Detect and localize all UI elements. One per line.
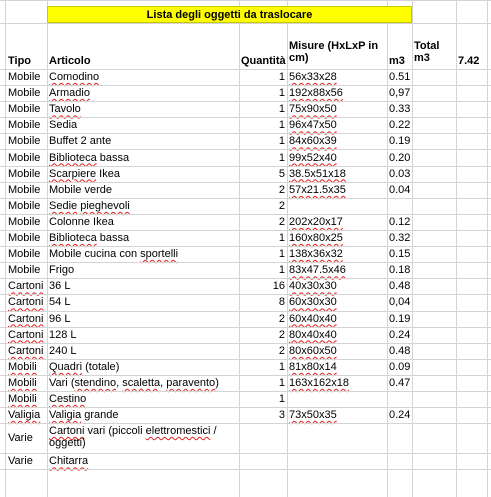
cell-articolo[interactable]: Colonne Ikea	[49, 215, 114, 228]
cell-misure[interactable]: 99x52x40	[289, 151, 337, 164]
cell-tipo[interactable]: Mobile	[8, 135, 41, 148]
grid-line	[0, 343, 491, 344]
cell-m3[interactable]: 0.51	[389, 71, 411, 84]
cell-tipo[interactable]: Mobile	[8, 199, 41, 212]
cell-misure[interactable]: 73x50x35	[289, 409, 337, 422]
cell-m3[interactable]: 0.33	[389, 103, 411, 116]
cell-quantita[interactable]: 2	[278, 199, 285, 212]
cell-misure[interactable]: 60x40x40	[289, 312, 337, 325]
header-articolo[interactable]: Articolo	[49, 55, 91, 67]
cell-m3[interactable]: 0.12	[389, 215, 411, 228]
grid-line	[0, 423, 491, 424]
grid-line	[0, 294, 491, 295]
cell-tipo[interactable]: Mobile	[8, 103, 41, 116]
cell-quantita[interactable]: 2	[278, 183, 285, 196]
header-tipo[interactable]: Tipo	[8, 55, 32, 67]
cell-misure[interactable]: 84x60x39	[289, 135, 337, 148]
grid-line	[0, 23, 491, 24]
header-quantita[interactable]: Quantità	[241, 55, 286, 67]
header-misure[interactable]: Misure (HxLxP in cm)	[289, 40, 379, 64]
cell-tipo[interactable]: Mobile	[8, 264, 41, 277]
cell-m3[interactable]: 0.47	[389, 376, 411, 389]
cell-m3[interactable]: 0.20	[389, 151, 411, 164]
cell-articolo[interactable]: Buffet 2 ante	[49, 135, 112, 148]
cell-tipo[interactable]: Cartoni	[8, 280, 44, 293]
grid-line	[0, 198, 491, 199]
cell-m3[interactable]: 0.18	[389, 264, 411, 277]
cell-tipo[interactable]: Mobile	[8, 151, 41, 164]
grid-line	[0, 166, 491, 167]
cell-articolo[interactable]: Frigo	[49, 264, 75, 277]
cell-quantita[interactable]: 2	[278, 328, 285, 341]
cell-quantita[interactable]: 1	[278, 151, 285, 164]
cell-m3[interactable]: 0,97	[389, 87, 411, 100]
cell-quantita[interactable]: 16	[272, 280, 285, 293]
grid-line	[0, 391, 491, 392]
cell-tipo[interactable]: Mobili	[8, 376, 37, 389]
cell-articolo[interactable]: Vari (stendino, scaletta, paravento)	[49, 376, 219, 389]
cell-tipo[interactable]: Mobile	[8, 119, 41, 132]
grid-line	[0, 117, 491, 118]
cell-m3[interactable]: 0,04	[389, 296, 411, 309]
cell-m3[interactable]: 0.09	[389, 360, 411, 373]
grid-line	[0, 230, 491, 231]
grid-line	[0, 453, 491, 454]
cell-articolo[interactable]: 36 L	[49, 280, 71, 293]
cell-tipo[interactable]: Varie	[8, 455, 33, 468]
cell-quantita[interactable]: 8	[278, 296, 285, 309]
cell-articolo[interactable]: Comodino	[49, 71, 100, 84]
cell-m3[interactable]: 0.15	[389, 248, 411, 261]
cell-articolo[interactable]: Armadio	[49, 87, 90, 100]
cell-articolo[interactable]: 240 L	[49, 344, 77, 357]
cell-misure[interactable]: 160x80x25	[289, 232, 343, 245]
cell-quantita[interactable]: 1	[278, 376, 285, 389]
cell-articolo[interactable]: 128 L	[49, 328, 77, 341]
cell-tipo[interactable]: Mobile	[8, 71, 41, 84]
cell-tipo[interactable]: Mobile	[8, 183, 41, 196]
header-total-m3[interactable]: Total m3	[414, 40, 440, 64]
cell-misure[interactable]: 60x30x30	[289, 296, 337, 309]
cell-m3[interactable]: 0.48	[389, 280, 411, 293]
grid-line	[0, 311, 491, 312]
cell-articolo[interactable]: Tavolo	[49, 103, 81, 116]
cell-articolo[interactable]: Scarpiere Ikea	[49, 167, 120, 180]
cell-quantita[interactable]: 1	[278, 119, 285, 132]
cell-m3[interactable]: 0.19	[389, 135, 411, 148]
cell-tipo[interactable]: Mobile	[8, 87, 41, 100]
grid-line	[0, 85, 491, 86]
cell-quantita[interactable]: 2	[278, 344, 285, 357]
cell-misure[interactable]: 75x90x50	[289, 103, 337, 116]
cell-quantita[interactable]: 1	[278, 264, 285, 277]
cell-quantita[interactable]: 1	[278, 248, 285, 261]
cell-misure[interactable]: 81x80x14	[289, 360, 337, 373]
grid-line	[0, 101, 491, 102]
grid-line	[0, 407, 491, 408]
cell-misure[interactable]: 192x88x56	[289, 87, 343, 100]
cell-quantita[interactable]: 1	[278, 393, 285, 406]
cell-quantita[interactable]: 1	[278, 103, 285, 116]
cell-m3[interactable]: 0.03	[389, 167, 411, 180]
cell-articolo[interactable]: Biblioteca bassa	[49, 151, 130, 164]
grid-line	[0, 69, 491, 70]
cell-articolo[interactable]: 54 L	[49, 296, 71, 309]
grid-line	[0, 375, 491, 376]
cell-tipo[interactable]: Cartoni	[8, 344, 44, 357]
cell-articolo[interactable]: Mobile cucina con sportelli	[49, 248, 179, 261]
cell-m3[interactable]: 0.48	[389, 344, 411, 357]
grid-line	[0, 214, 491, 215]
cell-tipo[interactable]: Mobili	[8, 360, 37, 373]
cell-quantita[interactable]: 1	[278, 71, 285, 84]
cell-quantita[interactable]: 1	[278, 232, 285, 245]
cell-tipo[interactable]: Mobile	[8, 248, 41, 261]
cell-misure[interactable]: 57x21.5x35	[289, 183, 346, 196]
cell-misure[interactable]: 83x47.5x46	[289, 264, 346, 277]
cell-quantita[interactable]: 1	[278, 87, 285, 100]
cell-m3[interactable]: 0.22	[389, 119, 411, 132]
cell-m3[interactable]: 0.04	[389, 183, 411, 196]
cell-articolo[interactable]: Valigia grande	[49, 409, 119, 422]
cell-m3[interactable]: 0.24	[389, 409, 411, 422]
grid-line	[0, 133, 491, 134]
cell-misure[interactable]: 163x162x18	[289, 376, 349, 389]
cell-quantita[interactable]: 2	[278, 215, 285, 228]
cell-tipo[interactable]: Mobile	[8, 167, 41, 180]
cell-articolo[interactable]: Mobile verde	[49, 183, 112, 196]
cell-articolo[interactable]: Sedia	[49, 119, 78, 132]
cell-articolo[interactable]: Biblioteca bassa	[49, 232, 130, 245]
cell-articolo[interactable]: Cestino	[49, 393, 87, 406]
grid-line	[0, 359, 491, 360]
cell-tipo[interactable]: Cartoni	[8, 296, 44, 309]
cell-quantita[interactable]: 2	[278, 312, 285, 325]
cell-tipo[interactable]: Cartoni	[8, 328, 44, 341]
cell-misure[interactable]: 80x40x40	[289, 328, 337, 341]
cell-misure[interactable]: 38.5x51x18	[289, 167, 346, 180]
cell-quantita[interactable]: 1	[278, 135, 285, 148]
cell-m3[interactable]: 0.19	[389, 312, 411, 325]
cell-misure[interactable]: 80x60x50	[289, 344, 337, 357]
grid-line	[0, 469, 491, 470]
grid-line	[0, 262, 491, 263]
cell-tipo[interactable]: Mobili	[8, 393, 37, 406]
cell-articolo[interactable]: Cartoni vari (piccoli elettromestici / oggetti)	[49, 425, 217, 450]
cell-tipo[interactable]: Varie	[8, 432, 33, 445]
cell-quantita[interactable]: 5	[278, 167, 285, 180]
grid-line	[0, 182, 491, 183]
cell-quantita[interactable]: 3	[278, 409, 285, 422]
cell-misure[interactable]: 138x36x32	[289, 248, 343, 261]
grid-line	[0, 246, 491, 247]
cell-quantita[interactable]: 1	[278, 360, 285, 373]
cell-articolo[interactable]: Sedie pieghevoli	[49, 199, 130, 212]
cell-articolo[interactable]: 96 L	[49, 312, 71, 325]
grid-line	[0, 149, 491, 150]
cell-tipo[interactable]: Cartoni	[8, 312, 44, 325]
sheet-title[interactable]: Lista degli oggetti da traslocare	[47, 6, 412, 23]
grid-line	[0, 278, 491, 279]
grid-line	[0, 0, 491, 1]
cell-misure[interactable]: 96x47x50	[289, 119, 337, 132]
total-m3-value[interactable]: 7.42	[458, 55, 480, 67]
cell-m3[interactable]: 0.24	[389, 328, 411, 341]
cell-m3[interactable]: 0.32	[389, 232, 411, 245]
cell-misure[interactable]: 40x30x30	[289, 280, 337, 293]
cell-misure[interactable]: 56x33x28	[289, 71, 337, 84]
cell-misure[interactable]: 202x20x17	[289, 215, 343, 228]
grid-line	[0, 327, 491, 328]
cell-tipo[interactable]: Mobile	[8, 232, 41, 245]
cell-tipo[interactable]: Valigia	[8, 409, 41, 422]
cell-articolo[interactable]: Quadri (totale)	[49, 360, 120, 373]
cell-tipo[interactable]: Mobile	[8, 215, 41, 228]
cell-articolo[interactable]: Chitarra	[49, 455, 89, 468]
header-m3[interactable]: m3	[389, 55, 405, 67]
